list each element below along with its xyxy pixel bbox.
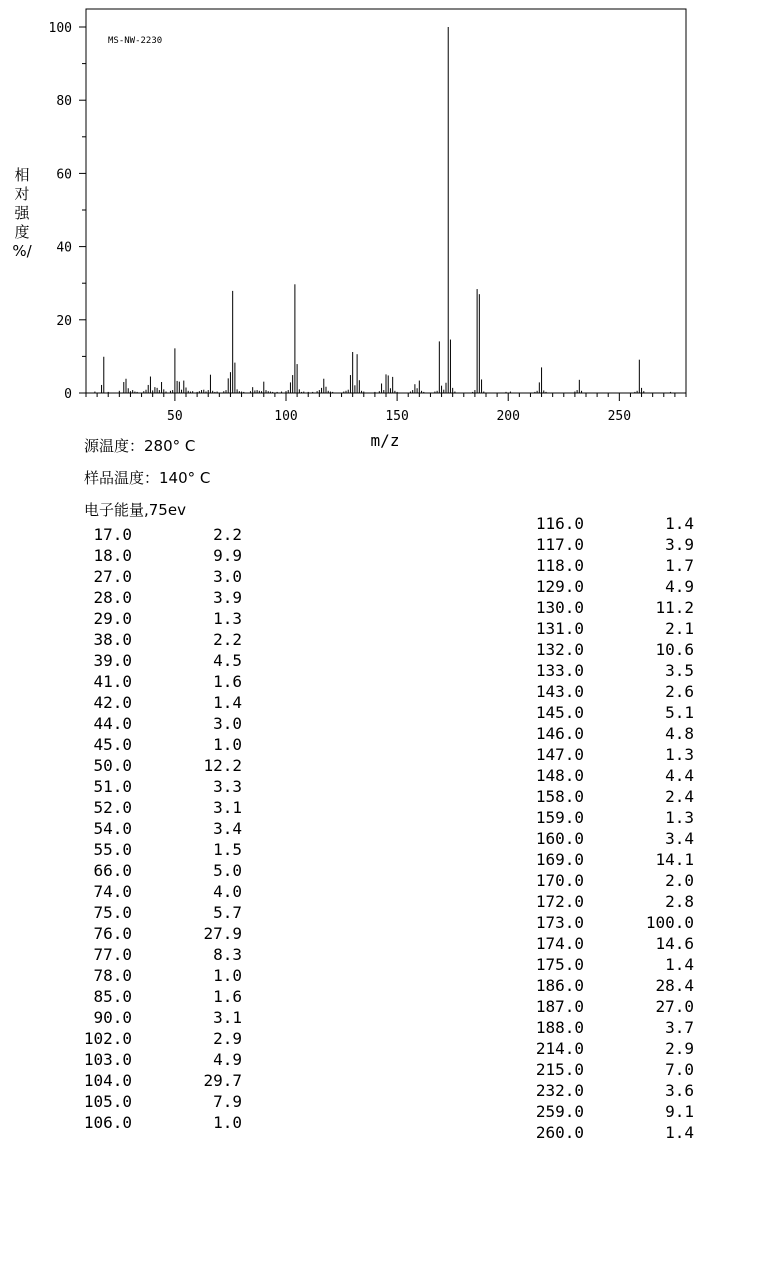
sample-temperature: 样品温度：140° C xyxy=(84,469,211,487)
abundance-value: 7.9 xyxy=(213,1092,242,1111)
mz-value: 148.0 xyxy=(535,766,584,785)
mz-value: 52.0 xyxy=(93,798,132,817)
abundance-value: 11.2 xyxy=(655,598,694,617)
x-tick-label: 200 xyxy=(496,409,520,424)
abundance-value: 2.2 xyxy=(213,525,242,544)
mz-value: 259.0 xyxy=(535,1102,584,1121)
x-axis-ticks xyxy=(86,393,686,424)
electron-energy: 电子能量,75ev xyxy=(84,501,186,519)
mz-value: 173.0 xyxy=(535,913,584,932)
peak-table-right xyxy=(532,514,702,1154)
abundance-value: 3.4 xyxy=(665,829,694,848)
abundance-value: 3.0 xyxy=(213,714,242,733)
mz-value: 41.0 xyxy=(93,672,132,691)
mz-value: 42.0 xyxy=(93,693,132,712)
abundance-value: 3.4 xyxy=(213,819,242,838)
mz-value: 175.0 xyxy=(535,955,584,974)
y-tick-label: 0 xyxy=(64,387,72,402)
mz-value: 29.0 xyxy=(93,609,132,628)
abundance-value: 14.1 xyxy=(655,850,694,869)
mz-value: 129.0 xyxy=(535,577,584,596)
mz-value: 85.0 xyxy=(93,987,132,1006)
mz-value: 45.0 xyxy=(93,735,132,754)
mz-value: 160.0 xyxy=(535,829,584,848)
abundance-value: 3.6 xyxy=(665,1081,694,1100)
mass-spectrum-chart xyxy=(0,0,765,460)
abundance-value: 2.2 xyxy=(213,630,242,649)
abundance-value: 27.9 xyxy=(203,924,242,943)
mz-value: 105.0 xyxy=(83,1092,132,1111)
y-axis-label-char: %/ xyxy=(12,242,32,260)
abundance-value: 9.9 xyxy=(213,546,242,565)
abundance-value: 4.0 xyxy=(213,882,242,901)
mz-value: 158.0 xyxy=(535,787,584,806)
abundance-value: 4.9 xyxy=(665,577,694,596)
mz-value: 28.0 xyxy=(93,588,132,607)
abundance-value: 3.9 xyxy=(213,588,242,607)
abundance-value: 1.7 xyxy=(665,556,694,575)
mz-value: 145.0 xyxy=(535,703,584,722)
abundance-value: 3.0 xyxy=(213,567,242,586)
mz-value: 130.0 xyxy=(535,598,584,617)
abundance-value: 3.1 xyxy=(213,1008,242,1027)
abundance-value: 3.1 xyxy=(213,798,242,817)
mz-value: 18.0 xyxy=(93,546,132,565)
mz-value: 74.0 xyxy=(93,882,132,901)
abundance-value: 2.4 xyxy=(665,787,694,806)
mz-value: 174.0 xyxy=(535,934,584,953)
abundance-value: 3.7 xyxy=(665,1018,694,1037)
abundance-value: 2.9 xyxy=(213,1029,242,1048)
mz-value: 90.0 xyxy=(93,1008,132,1027)
mz-value: 118.0 xyxy=(535,556,584,575)
y-axis-label-char: 强 xyxy=(14,204,30,222)
abundance-value: 1.4 xyxy=(665,1123,694,1142)
abundance-value: 2.8 xyxy=(665,892,694,911)
mz-value: 55.0 xyxy=(93,840,132,859)
abundance-value: 5.0 xyxy=(213,861,242,880)
x-tick-label: 100 xyxy=(274,409,298,424)
mz-value: 103.0 xyxy=(83,1050,132,1069)
abundance-value: 8.3 xyxy=(213,945,242,964)
mz-value: 260.0 xyxy=(535,1123,584,1142)
peak-bars xyxy=(95,27,671,393)
abundance-value: 3.5 xyxy=(665,661,694,680)
chart-title: MS-NW-2230 xyxy=(108,36,163,46)
abundance-value: 1.5 xyxy=(213,840,242,859)
y-axis-label-char: 度 xyxy=(14,223,30,241)
mz-value: 102.0 xyxy=(83,1029,132,1048)
y-axis-label-char: 相 xyxy=(14,166,30,184)
abundance-value: 3.3 xyxy=(213,777,242,796)
abundance-value: 4.4 xyxy=(665,766,694,785)
abundance-value: 100.0 xyxy=(645,913,694,932)
mz-value: 143.0 xyxy=(535,682,584,701)
abundance-value: 1.6 xyxy=(213,672,242,691)
abundance-value: 29.7 xyxy=(203,1071,242,1090)
abundance-value: 7.0 xyxy=(665,1060,694,1079)
abundance-value: 4.9 xyxy=(213,1050,242,1069)
mz-value: 214.0 xyxy=(535,1039,584,1058)
abundance-value: 9.1 xyxy=(665,1102,694,1121)
mz-value: 188.0 xyxy=(535,1018,584,1037)
y-axis-label-char: 对 xyxy=(14,185,30,203)
abundance-value: 1.4 xyxy=(665,514,694,533)
mz-value: 116.0 xyxy=(535,514,584,533)
mz-value: 17.0 xyxy=(93,525,132,544)
mz-value: 131.0 xyxy=(535,619,584,638)
abundance-value: 12.2 xyxy=(203,756,242,775)
abundance-value: 5.1 xyxy=(665,703,694,722)
mz-value: 51.0 xyxy=(93,777,132,796)
abundance-value: 2.0 xyxy=(665,871,694,890)
mz-value: 132.0 xyxy=(535,640,584,659)
abundance-value: 2.6 xyxy=(665,682,694,701)
abundance-value: 1.3 xyxy=(665,808,694,827)
peak-table-left xyxy=(80,525,250,1145)
mz-value: 186.0 xyxy=(535,976,584,995)
y-tick-label: 60 xyxy=(56,167,72,183)
mz-value: 78.0 xyxy=(93,966,132,985)
y-tick-label: 80 xyxy=(56,94,72,110)
x-tick-label: 150 xyxy=(385,409,409,424)
plot-frame xyxy=(86,9,686,393)
mz-value: 75.0 xyxy=(93,903,132,922)
abundance-value: 1.0 xyxy=(213,966,242,985)
mz-value: 172.0 xyxy=(535,892,584,911)
abundance-value: 1.4 xyxy=(665,955,694,974)
abundance-value: 2.9 xyxy=(665,1039,694,1058)
mz-value: 27.0 xyxy=(93,567,132,586)
abundance-value: 27.0 xyxy=(655,997,694,1016)
abundance-value: 4.8 xyxy=(665,724,694,743)
mz-value: 44.0 xyxy=(93,714,132,733)
abundance-value: 1.0 xyxy=(213,1113,242,1132)
mz-value: 146.0 xyxy=(535,724,584,743)
mz-value: 76.0 xyxy=(93,924,132,943)
y-axis-label xyxy=(12,166,32,260)
mz-value: 133.0 xyxy=(535,661,584,680)
mz-value: 104.0 xyxy=(83,1071,132,1090)
abundance-value: 28.4 xyxy=(655,976,694,995)
abundance-value: 1.4 xyxy=(213,693,242,712)
mz-value: 232.0 xyxy=(535,1081,584,1100)
mz-value: 215.0 xyxy=(535,1060,584,1079)
mz-value: 169.0 xyxy=(535,850,584,869)
mz-value: 66.0 xyxy=(93,861,132,880)
abundance-value: 1.3 xyxy=(665,745,694,764)
abundance-value: 14.6 xyxy=(655,934,694,953)
y-tick-label: 20 xyxy=(56,313,72,329)
abundance-value: 4.5 xyxy=(213,651,242,670)
mz-value: 159.0 xyxy=(535,808,584,827)
mz-value: 187.0 xyxy=(535,997,584,1016)
mz-value: 38.0 xyxy=(93,630,132,649)
mz-value: 54.0 xyxy=(93,819,132,838)
abundance-value: 10.6 xyxy=(655,640,694,659)
abundance-value: 5.7 xyxy=(213,903,242,922)
x-tick-label: 50 xyxy=(167,409,183,424)
x-axis-label: m/z xyxy=(370,431,400,450)
y-tick-label: 40 xyxy=(56,240,72,256)
abundance-value: 2.1 xyxy=(665,619,694,638)
mz-value: 50.0 xyxy=(93,756,132,775)
mz-value: 77.0 xyxy=(93,945,132,964)
abundance-value: 1.3 xyxy=(213,609,242,628)
abundance-value: 3.9 xyxy=(665,535,694,554)
y-tick-label: 100 xyxy=(48,21,72,36)
mz-value: 147.0 xyxy=(535,745,584,764)
y-axis-ticks xyxy=(49,21,86,402)
abundance-value: 1.0 xyxy=(213,735,242,754)
source-temperature: 源温度：280° C xyxy=(84,437,196,455)
mz-value: 170.0 xyxy=(535,871,584,890)
abundance-value: 1.6 xyxy=(213,987,242,1006)
mz-value: 117.0 xyxy=(535,535,584,554)
mz-value: 39.0 xyxy=(93,651,132,670)
x-tick-label: 250 xyxy=(607,409,632,424)
mz-value: 106.0 xyxy=(83,1113,132,1132)
